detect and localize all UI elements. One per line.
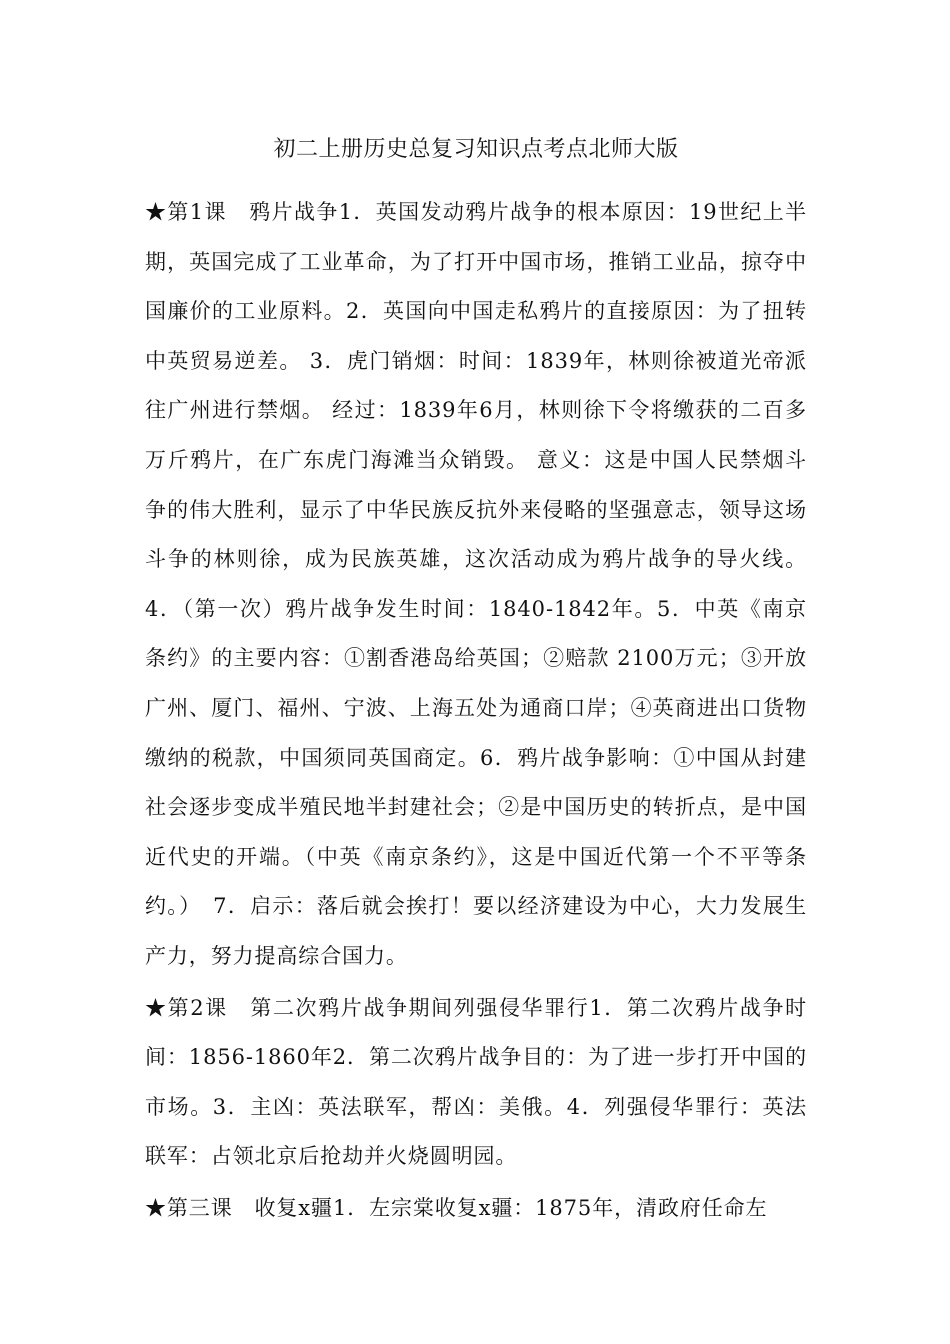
paragraph-lesson-2: ★第2课 第二次鸦片战争期间列强侵华罪行1．第二次鸦片战争时间：1856-1860年2．第二次鸦片战争目的：为了进一步打开中国的市场。3．主凶：英法联军，帮凶：美俄。4．列强侵华罪行：英法联军：占领北京后抢劫并火烧圆明园。 — [145, 995, 807, 1169]
document-page — [145, 124, 807, 1235]
paragraph-lesson-1: ★第1课 鸦片战争1．英国发动鸦片战争的根本原因：19世纪上半期，英国完成了工业革命，为了打开中国市场，推销工业品，掠夺中国廉价的工业原料。2．英国向中国走私鸦片的直接原因：为了扭转中英贸易逆差。 3．虎门销烟：时间：1839年，林则徐被道光帝派往广州进行禁烟。 经过：1839年6月，林则徐下令将缴获的二百多万斤鸦片，在广东虎门海滩当众销毁。 意义：这是中国人民禁烟斗争的伟大胜利，显示了中华民族反抗外来侵略的坚强意志，领导这场斗争的林则徐，成为民族英雄，这次活动成为鸦片战争的导火线。 4．（第一次）鸦片战争发生时间：1840-1842年。5．中英《南京条约》的主要内容：①割香港岛给英国；②赔款 2100万元；③开放广州、厦门、福州、宁波、上海五处为通商口岸；④英商进出口货物缴纳的税款，中国须同英国商定。6．鸦片战争影响：①中国从封建社会逐步变成半殖民地半封建社会；②是中国历史的转折点，是中国近代史的开端。（中英《南京条约》，这是中国近代第一个不平等条约。） 7．启示：落后就会挨打！要以经济建设为中心，大力发展生产力，努力提高综合国力。 — [145, 200, 807, 968]
paragraph-lesson-3: ★第三课 收复x疆1．左宗棠收复x疆：1875年，清政府任命左 — [145, 1195, 768, 1220]
document-title: 初二上册历史总复习知识点考点北师大版 — [273, 137, 679, 162]
